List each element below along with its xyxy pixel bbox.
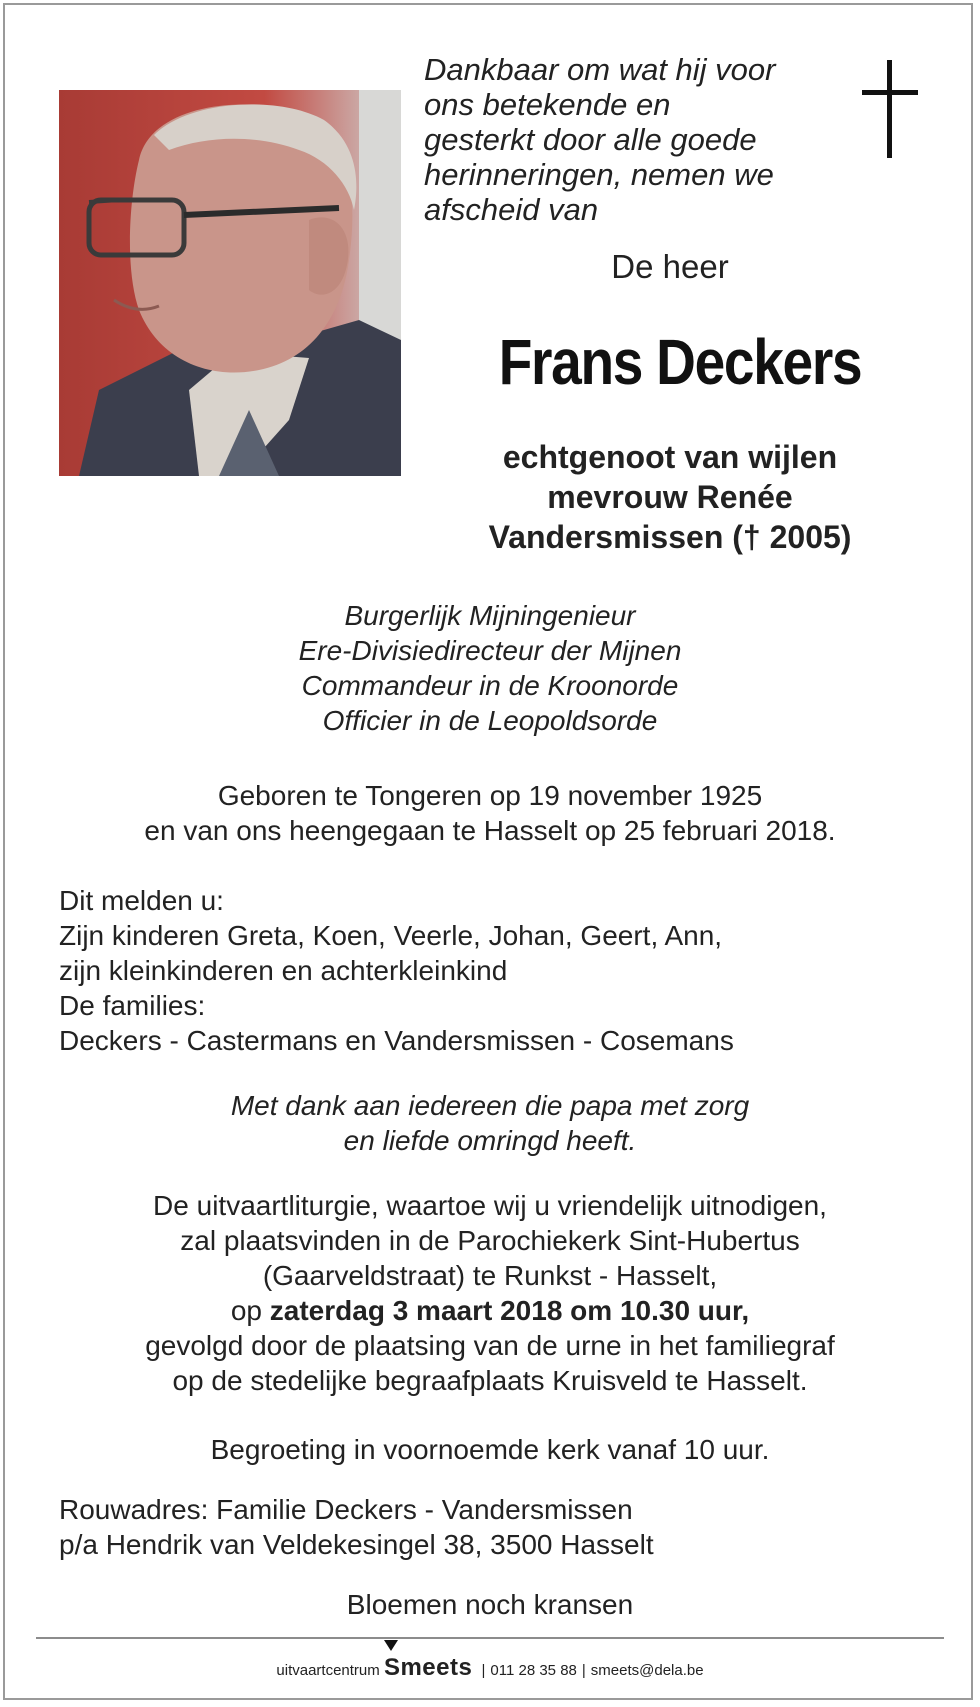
title-line: Officier in de Leopoldsorde (322, 705, 658, 736)
ceremony-date (60, 1293, 920, 1328)
ceremony-line: zal plaatsvinden in de Parochiekerk Sint-Hubertus (180, 1225, 800, 1256)
announcement-line: De families: (59, 990, 206, 1021)
title-line: Burgerlijk Mijningenieur (344, 600, 636, 631)
footer-separator: | (481, 1662, 486, 1679)
spouse-line: Vandersmissen († 2005) (488, 519, 852, 555)
address-line: Rouwadres: Familie Deckers - Vandersmissen (59, 1494, 633, 1525)
spouse-line: echtgenoot van wijlen (502, 439, 838, 475)
ceremony-date-prefix: op (230, 1295, 270, 1326)
cross-icon (862, 60, 918, 160)
ceremony-date-bold: zaterdag 3 maart 2018 om 10.30 uur, (269, 1295, 750, 1326)
spouse-block (430, 437, 910, 557)
footer-email[interactable]: smeets@dela.be (590, 1662, 704, 1679)
footer-separator: | (581, 1662, 586, 1679)
intro-line: herinneringen, nemen we (424, 157, 774, 192)
flowers-note: Bloemen noch kransen (346, 1589, 634, 1620)
thanks-line: Met dank aan iedereen die papa met zorg (230, 1090, 750, 1121)
funeral-home-footer (0, 1654, 980, 1682)
ceremony-line: gevolgd door de plaatsing van de urne in het familiegraf (145, 1330, 835, 1361)
announcement-block (59, 883, 939, 1058)
portrait-illustration (59, 90, 401, 476)
funeral-home-brand: Smeets (383, 1654, 473, 1681)
spouse-line: mevrouw Renée (547, 479, 793, 515)
footer-divider (36, 1637, 944, 1639)
deceased-name: Frans Deckers (498, 326, 862, 398)
thanks-line: en liefde omringd heeft. (343, 1125, 637, 1156)
intro-line: afscheid van (424, 192, 599, 227)
greeting-line: Begroeting in voornoemde kerk vanaf 10 uur. (210, 1434, 770, 1465)
ceremony-line: (Gaarveldstraat) te Runkst - Hasselt, (262, 1260, 718, 1291)
ceremony-block (60, 1188, 920, 1398)
announcement-line: Zijn kinderen Greta, Koen, Veerle, Johan, Geert, Ann, (59, 920, 723, 951)
intro-line: gesterkt door alle goede (424, 122, 757, 157)
intro-line: ons betekende en (424, 87, 671, 122)
announcement-line: zijn kleinkinderen en achterkleinkind (59, 955, 508, 986)
mourning-address (59, 1492, 939, 1562)
announcement-line: Deckers - Castermans en Vandersmissen - Cosemans (59, 1025, 734, 1056)
title-line: Commandeur in de Kroonorde (301, 670, 679, 701)
honorary-titles (200, 598, 780, 738)
portrait-photo (59, 90, 401, 476)
intro-text (424, 52, 824, 227)
death-line: en van ons heengegaan te Hasselt op 25 februari 2018. (144, 815, 836, 846)
birth-line: Geboren te Tongeren op 19 november 1925 (217, 780, 763, 811)
footer-phone[interactable]: 011 28 35 88 (490, 1662, 577, 1679)
announcement-line: Dit melden u: (59, 885, 224, 916)
ceremony-line: De uitvaartliturgie, waartoe wij u vriendelijk uitnodigen, (153, 1190, 827, 1221)
title-line: Ere-Divisiedirecteur der Mijnen (298, 635, 682, 666)
address-line: p/a Hendrik van Veldekesingel 38, 3500 Hasselt (59, 1529, 654, 1560)
ceremony-line: op de stedelijke begraafplaats Kruisveld te Hasselt. (172, 1365, 808, 1396)
footer-prefix: uitvaartcentrum (276, 1662, 380, 1679)
birth-death-block (60, 778, 920, 848)
salutation: De heer (611, 248, 729, 285)
thanks-block (60, 1088, 920, 1158)
intro-line: Dankbaar om wat hij voor (424, 52, 776, 87)
triangle-down-icon (384, 1640, 398, 1651)
